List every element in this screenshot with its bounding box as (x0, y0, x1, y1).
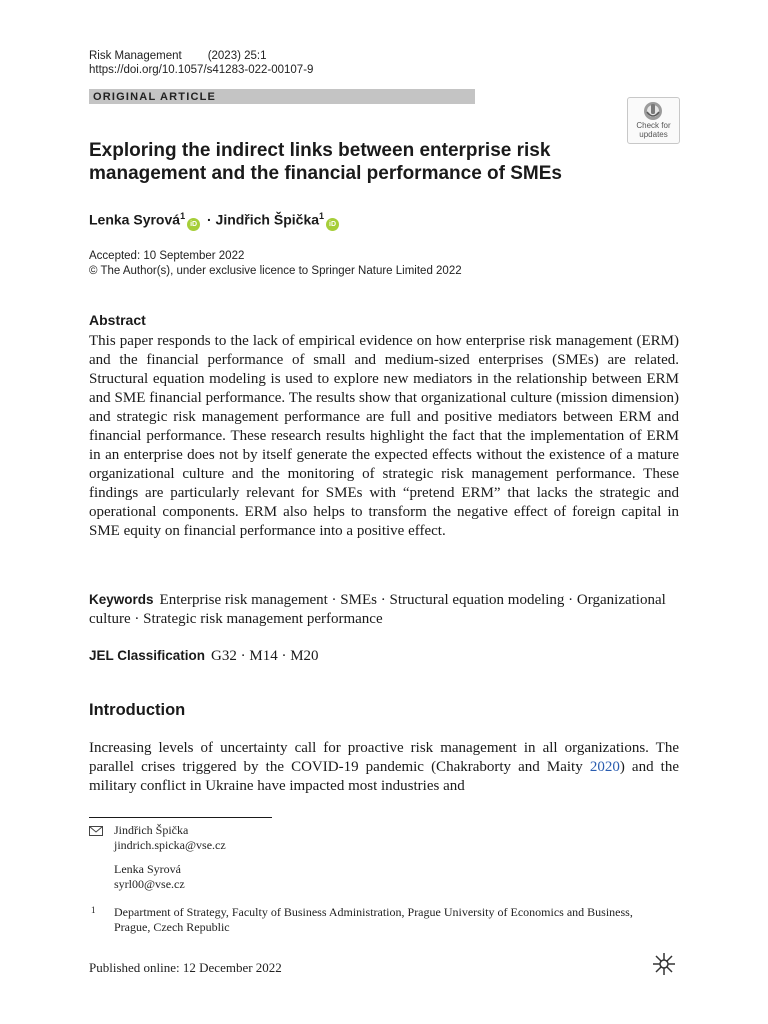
corresponding-author-name: Jindřich Špička (114, 823, 189, 837)
journal-header (89, 49, 267, 63)
check-updates-icon (641, 100, 665, 122)
citation-link[interactable]: 2020 (589, 759, 620, 775)
doi-link[interactable]: https://doi.org/10.1057/s41283-022-00107-9 (89, 64, 314, 76)
affiliation-number: 1 (91, 905, 96, 915)
journal-volume: (2023) 25:1 (207, 50, 267, 62)
envelope-icon (89, 826, 103, 836)
jel-section (89, 646, 679, 666)
jel-codes: G32 · M14 · M20 (211, 648, 319, 664)
affiliation-marker: 1 (180, 211, 186, 221)
abstract-text: This paper responds to the lack of empirical evidence on how enterprise risk management (ERM) and the financial performance of small and medium-sized enterprises (SMEs) are related. Structural equation modeling is used to explore new mediators in the relationship between ERM and SME financial performance. The results show that organizational culture (mission dimension) and strategic risk management performance are full and positive mediators between ERM and financial performance. These research results highlight the fact that the implementation of ERM in an enterprise does not by itself generate the expected effects without the existence of a mature organizational culture and the monitoring of strategic risk management performance. These findings are particularly relevant for SMEs with “pretend ERM” that lacks the strategic and operational components. ERM also helps to transform the negative effect of foreign capital in SME equity on financial performance into a positive effect. (89, 333, 679, 539)
keywords-section (89, 590, 679, 629)
affiliation-marker: 1 (319, 211, 325, 221)
springer-logo-icon (651, 951, 677, 977)
author-name[interactable]: Lenka Syrová (89, 211, 181, 228)
keywords-label: Keywords (89, 592, 154, 607)
published-online-date: Published online: 12 December 2022 (89, 960, 282, 975)
introduction-text: Increasing levels of uncertainty call for proactive risk management in all organizations. The parallel crises triggered by the COVID-19 pandemic (Chakraborty and Maity 2020) and the military conflict in Ukraine have impacted most industries and (89, 740, 679, 794)
check-updates-text: Check for updates (636, 121, 671, 139)
corresponding-author-email[interactable]: jindrich.spicka@vse.cz (114, 838, 226, 852)
author-name[interactable]: Jindřich Špička (215, 211, 320, 228)
check-for-updates-button[interactable] (627, 97, 680, 144)
second-author-name: Lenka Syrová (114, 862, 181, 876)
second-author-email[interactable]: syrl00@vse.cz (114, 877, 185, 891)
article-type-label: ORIGINAL ARTICLE (93, 91, 217, 103)
copyright-notice: © The Author(s), under exclusive licence to Springer Nature Limited 2022 (89, 265, 462, 277)
accepted-date: Accepted: 10 September 2022 (89, 250, 245, 262)
orcid-icon[interactable]: iD (326, 218, 339, 231)
author-separator: · (206, 211, 212, 228)
journal-name: Risk Management (89, 50, 182, 62)
footnote-divider (89, 817, 272, 818)
introduction-heading: Introduction (89, 701, 186, 719)
keywords-text: Enterprise risk management · SMEs · Structural equation modeling · Organizational culture · Strategic risk management performance (89, 592, 666, 627)
affiliation-text: Department of Strategy, Faculty of Business Administration, Prague University of Economics and Business, Prague, Czech Republic (114, 905, 633, 934)
orcid-icon[interactable]: iD (187, 218, 200, 231)
jel-label: JEL Classification (89, 648, 206, 663)
author-list (89, 207, 342, 231)
article-title: Exploring the indirect links between enterprise risk management and the financial performance of SMEs (89, 140, 562, 184)
abstract-heading: Abstract (89, 312, 146, 328)
